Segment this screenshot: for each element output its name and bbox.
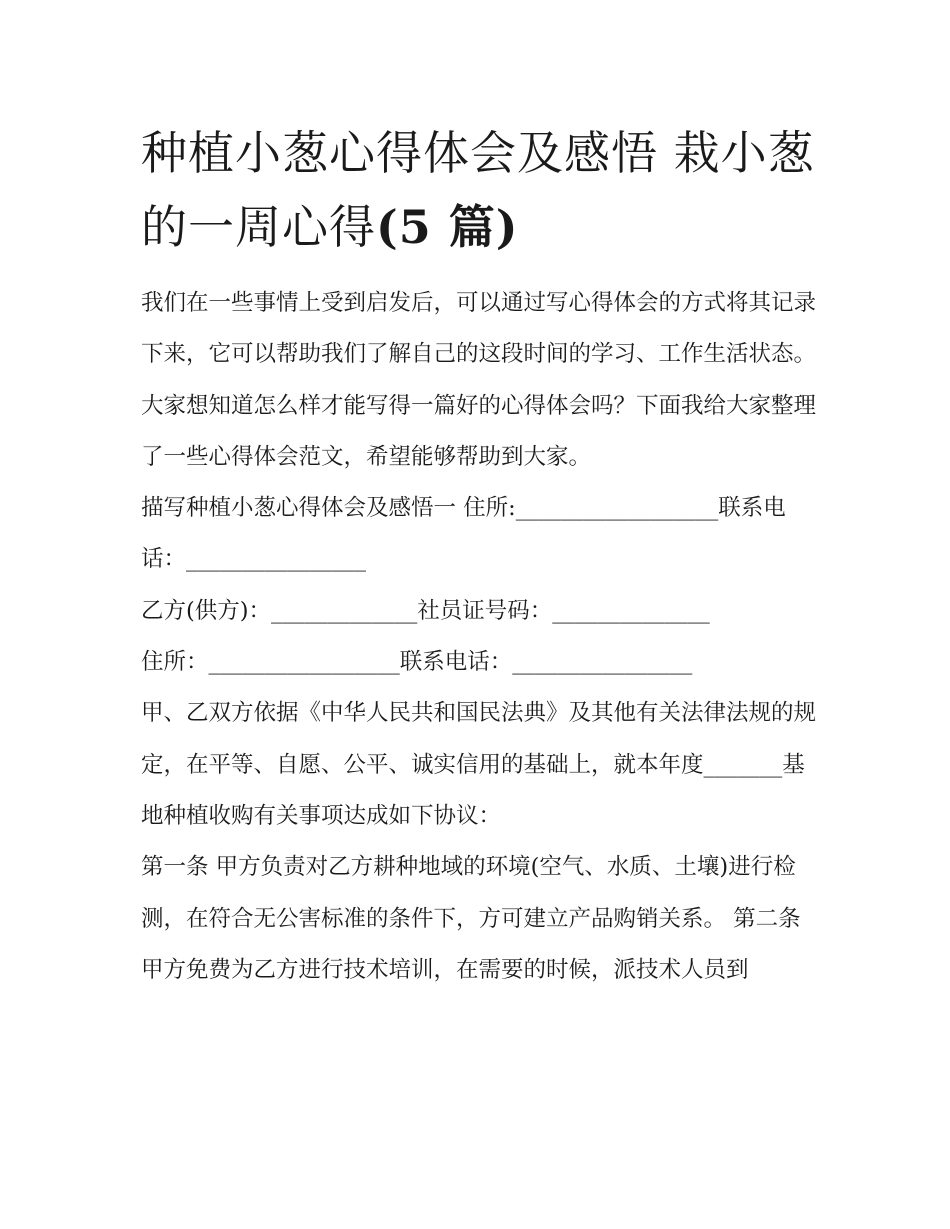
document-body xyxy=(141,278,821,996)
party-b-address-line: 住所：_________________联系电话：________________ xyxy=(141,649,693,676)
document-title-main: 种植小葱心得体会及感悟 栽小葱的一周心得 xyxy=(141,126,815,254)
document-title-count: (5 篇) xyxy=(376,200,519,254)
agreement-preamble-paragraph: 甲、乙双方依据《中华人民共和国民法典》及其他有关法律法规的规定，在平等、自愿、公平、诚实信用的基础上，就本年度_______基地种植收购有关事项达成如下协议： xyxy=(141,700,817,829)
article-two-paragraph: 甲方免费为乙方进行技术培训，在需要的时候，派技术人员到 xyxy=(141,956,749,983)
party-a-address-paragraph: 描写种植小葱心得体会及感悟一 住所:__________________联系电话：________________ xyxy=(141,495,786,573)
intro-paragraph: 我们在一些事情上受到启发后，可以通过写心得体会的方式将其记录下来，它可以帮助我们了解自己的这段时间的学习、工作生活状态。大家想知道怎么样才能写得一篇好的心得体会吗？下面我给大家整理了一些心得体会范文，希望能够帮助到大家。 xyxy=(141,290,817,470)
party-b-info-line: 乙方(供方)：_____________社员证号码：______________ xyxy=(141,597,710,624)
document-title xyxy=(141,116,821,264)
article-one-paragraph: 第一条 甲方负责对乙方耕种地域的环境(空气、水质、土壤)进行检测，在符合无公害标准的条件下，方可建立产品购销关系。 第二条 xyxy=(141,854,801,932)
